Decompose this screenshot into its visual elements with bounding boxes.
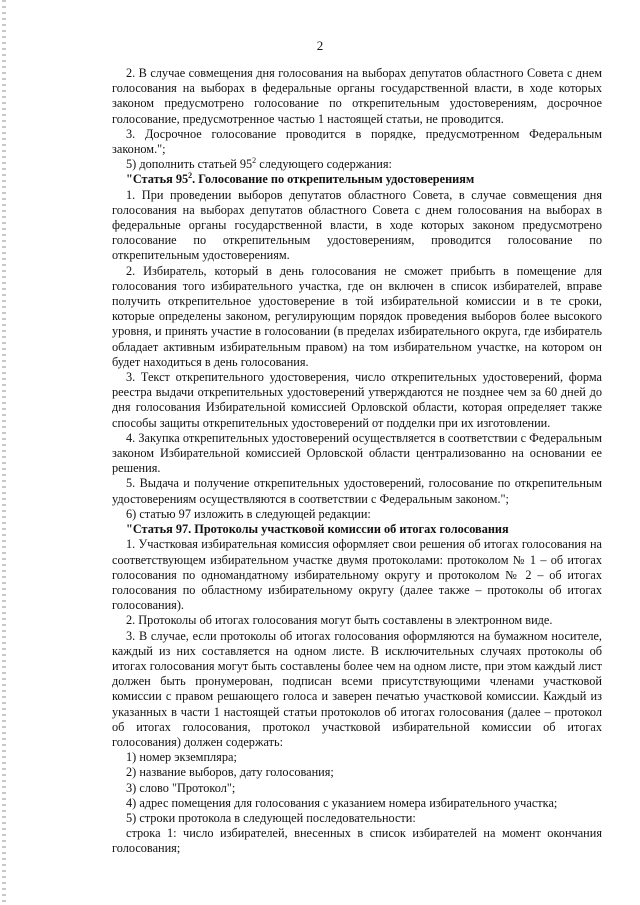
paragraph: 1. При проведении выборов депутатов областного Совета, в случае совмещения дня голосования на выборах депутатов областного Совета с днем голосования на выборах в федеральные органы государственной власти, в ходе которых законом предусмотрено голосование по открепительным удостоверениям, проводится голосование по открепительным удостоверениям.: [112, 187, 602, 263]
paragraph: 2. В случае совмещения дня голосования на выборах депутатов областного Совета с днем голосования на выборах в федеральные органы государственной власти, в ходе которых законом предусмотрено голосование по открепительным удостоверениям, досрочное голосование, предусмотренное частью 1 настоящей статьи, не проводится.: [112, 66, 602, 126]
article-heading: "Статья 97. Протоколы участковой комиссии об итогах голосования: [126, 522, 509, 537]
page-number: 2: [316, 38, 324, 53]
article-heading: "Статья $95^2$. Голосование по открепительным удостоверениям: [126, 171, 475, 187]
document-body: [112, 66, 602, 857]
paragraph: 4. Закупка открепительных удостоверений осуществляется в соответствии с Федеральным законом Избирательной комиссией Орловской области централизованно на основании ее решения.: [112, 430, 602, 476]
list-item: строка 1: число избирателей, внесенных в список избирателей на момент окончания голосования;: [112, 826, 602, 856]
list-item: 3) слово "Протокол";: [126, 780, 236, 795]
paragraph: 6) статью 97 изложить в следующей редакции:: [126, 506, 371, 521]
paragraph: 2. Протоколы об итогах голосования могут быть составлены в электронном виде.: [126, 613, 553, 628]
paragraph: 2. Избиратель, который в день голосования не сможет прибыть в помещение для голосования того избирательного участка, где он включен в список избирателей, вправе получить открепительное удостоверение в той избирательной комиссии и в те сроки, которые определены законом, регулирующим порядок проведения выборов более высокого уровня, и принять участие в голосовании (в пределах избирательного округа, где избиратель обладает активным избирательным правом) на том избирательном участке, на котором он будет находиться в день голосования.: [112, 263, 602, 369]
paragraph: 5. Выдача и получение открепительных удостоверений, голосование по открепительным удостоверениям осуществляются в соответствии с Федеральным законом.";: [112, 476, 602, 506]
paragraph: 1. Участковая избирательная комиссия оформляет свои решения об итогах голосования на соответствующем избирательном участке двумя протоколами: протоколом № 1 – об итогах голосования по одномандатному избирательному округу и протоколом № 2 – об итогах голосования по областному избирательному округу (далее также – протоколы об итогах голосования).: [112, 537, 602, 613]
list-item: 2) название выборов, дату голосования;: [126, 765, 334, 780]
paragraph: 5) дополнить статьей $95^2$ следующего содержания:: [126, 156, 392, 172]
paragraph: 3. Текст открепительного удостоверения, число открепительных удостоверений, форма реестра выдачи открепительных удостоверений утверждаются не позднее чем за 60 дней до дня голосования Избирательной комиссией Орловской области, которая определяет также способы защиты открепительных удостоверений от подделки при их изготовлении.: [112, 370, 602, 430]
paragraph: 3. Досрочное голосование проводится в порядке, предусмотренном Федеральным законом.";: [112, 126, 602, 157]
list-item: 1) номер экземпляра;: [126, 750, 237, 765]
binding-edge: [2, 0, 6, 905]
list-item: 5) строки протокола в следующей последовательности:: [126, 810, 416, 825]
list-item: 4) адрес помещения для голосования с указанием номера избирательного участка;: [126, 795, 558, 810]
paragraph: 3. В случае, если протоколы об итогах голосования оформляются на бумажном носителе, каждый из них составляется на одном листе. В исключительных случаях протоколы об итогах голосования могут быть составлены более чем на одном листе, при этом каждый лист должен быть пронумерован, подписан всеми присутствующими членами участковой комиссии с правом решающего голоса и заверен печатью участковой комиссии. Каждый из указанных в части 1 настоящей статьи протоколов об итогах голосования (далее – протокол об итогах голосования, протокол участковой избирательной комиссии об итогах голосования) должен содержать:: [112, 628, 602, 749]
